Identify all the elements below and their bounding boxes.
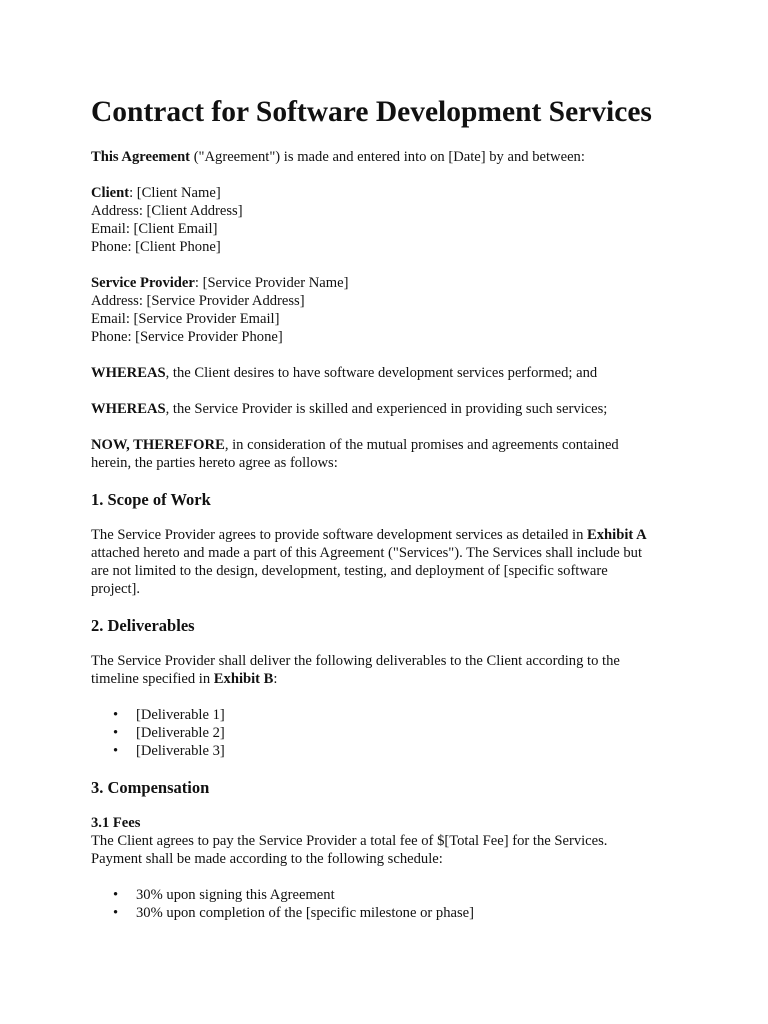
subsection-3-1-heading: 3.1 Fees [91, 815, 141, 831]
provider-phone: Phone: [Service Provider Phone] [91, 329, 283, 345]
whereas-2-text: , the Service Provider is skilled and experienced in providing such services; [165, 401, 608, 417]
intro-paragraph [91, 148, 691, 166]
client-name-line [91, 184, 691, 202]
whereas-2-bold: WHEREAS [91, 401, 166, 417]
payment-schedule-list [91, 886, 691, 922]
exhibit-b-ref: Exhibit B [213, 671, 274, 687]
bullet-icon: • [113, 887, 119, 903]
whereas-1-bold: WHEREAS [91, 365, 166, 381]
list-item-text: [Deliverable 1] [136, 707, 225, 723]
client-block [91, 184, 691, 256]
therefore-text-1: , in consideration of the mutual promises and agreements contained [224, 437, 619, 453]
section-2-line-2-end: : [273, 671, 278, 687]
section-2-line-1: The Service Provider shall deliver the following deliverables to the Client according to the [91, 653, 620, 669]
client-phone: Phone: [Client Phone] [91, 239, 221, 255]
list-item [91, 706, 691, 724]
provider-email: Email: [Service Provider Email] [91, 311, 280, 327]
list-item [91, 904, 691, 922]
therefore-bold: NOW, THEREFORE [91, 437, 225, 453]
subsection-3-1-line-2: Payment shall be made according to the following schedule: [91, 851, 443, 867]
subsection-3-1-paragraph [91, 832, 691, 868]
list-item-text: [Deliverable 3] [136, 743, 225, 759]
section-1-line-1-text: The Service Provider agrees to provide software development services as detailed in [91, 527, 588, 543]
bullet-icon: • [113, 707, 119, 723]
provider-name-line [91, 274, 691, 292]
section-1-paragraph [91, 526, 691, 598]
exhibit-a-ref: Exhibit A [587, 527, 647, 543]
client-address: Address: [Client Address] [91, 203, 243, 219]
provider-name: : [Service Provider Name] [194, 275, 349, 291]
bullet-icon: • [113, 905, 119, 921]
whereas-clause-2 [91, 400, 691, 418]
section-2-paragraph [91, 652, 691, 688]
contract-document [91, 92, 691, 940]
list-item [91, 742, 691, 760]
bullet-icon: • [113, 725, 119, 741]
section-1-line-3: are not limited to the design, development, testing, and deployment of [specific software [91, 563, 608, 579]
list-item-text: 30% upon completion of the [specific milestone or phase] [136, 905, 474, 921]
provider-block [91, 274, 691, 346]
client-name: : [Client Name] [129, 185, 221, 201]
provider-label: Service Provider [91, 275, 195, 291]
deliverables-list [91, 706, 691, 760]
whereas-clause-1 [91, 364, 691, 382]
section-1-line-4: project]. [91, 581, 141, 597]
intro-bold: This Agreement [91, 149, 191, 165]
list-item [91, 886, 691, 904]
section-1-line-2: attached hereto and made a part of this Agreement ("Services"). The Services shall include but [91, 545, 643, 561]
list-item-text: [Deliverable 2] [136, 725, 225, 741]
client-label: Client [91, 185, 130, 201]
therefore-line-2: herein, the parties hereto agree as follows: [91, 455, 338, 471]
section-2-line-2-text: timeline specified in [91, 671, 214, 687]
whereas-1-text: , the Client desires to have software development services performed; and [165, 365, 598, 381]
section-3-heading: 3. Compensation [91, 778, 210, 797]
section-2-line-2 [91, 670, 691, 688]
page-title: Contract for Software Development Services [91, 96, 652, 128]
section-1-line-1 [91, 526, 691, 544]
section-2-heading: 2. Deliverables [91, 616, 195, 635]
intro-text: ("Agreement") is made and entered into on [Date] by and between: [190, 149, 585, 165]
client-email: Email: [Client Email] [91, 221, 218, 237]
subsection-3-1-line-1: The Client agrees to pay the Service Provider a total fee of $[Total Fee] for the Services. [91, 833, 608, 849]
provider-address: Address: [Service Provider Address] [91, 293, 305, 309]
section-1-heading: 1. Scope of Work [91, 490, 211, 509]
list-item-text: 30% upon signing this Agreement [136, 887, 335, 903]
therefore-line-1 [91, 436, 691, 454]
list-item [91, 724, 691, 742]
bullet-icon: • [113, 743, 119, 759]
therefore-clause [91, 436, 691, 472]
